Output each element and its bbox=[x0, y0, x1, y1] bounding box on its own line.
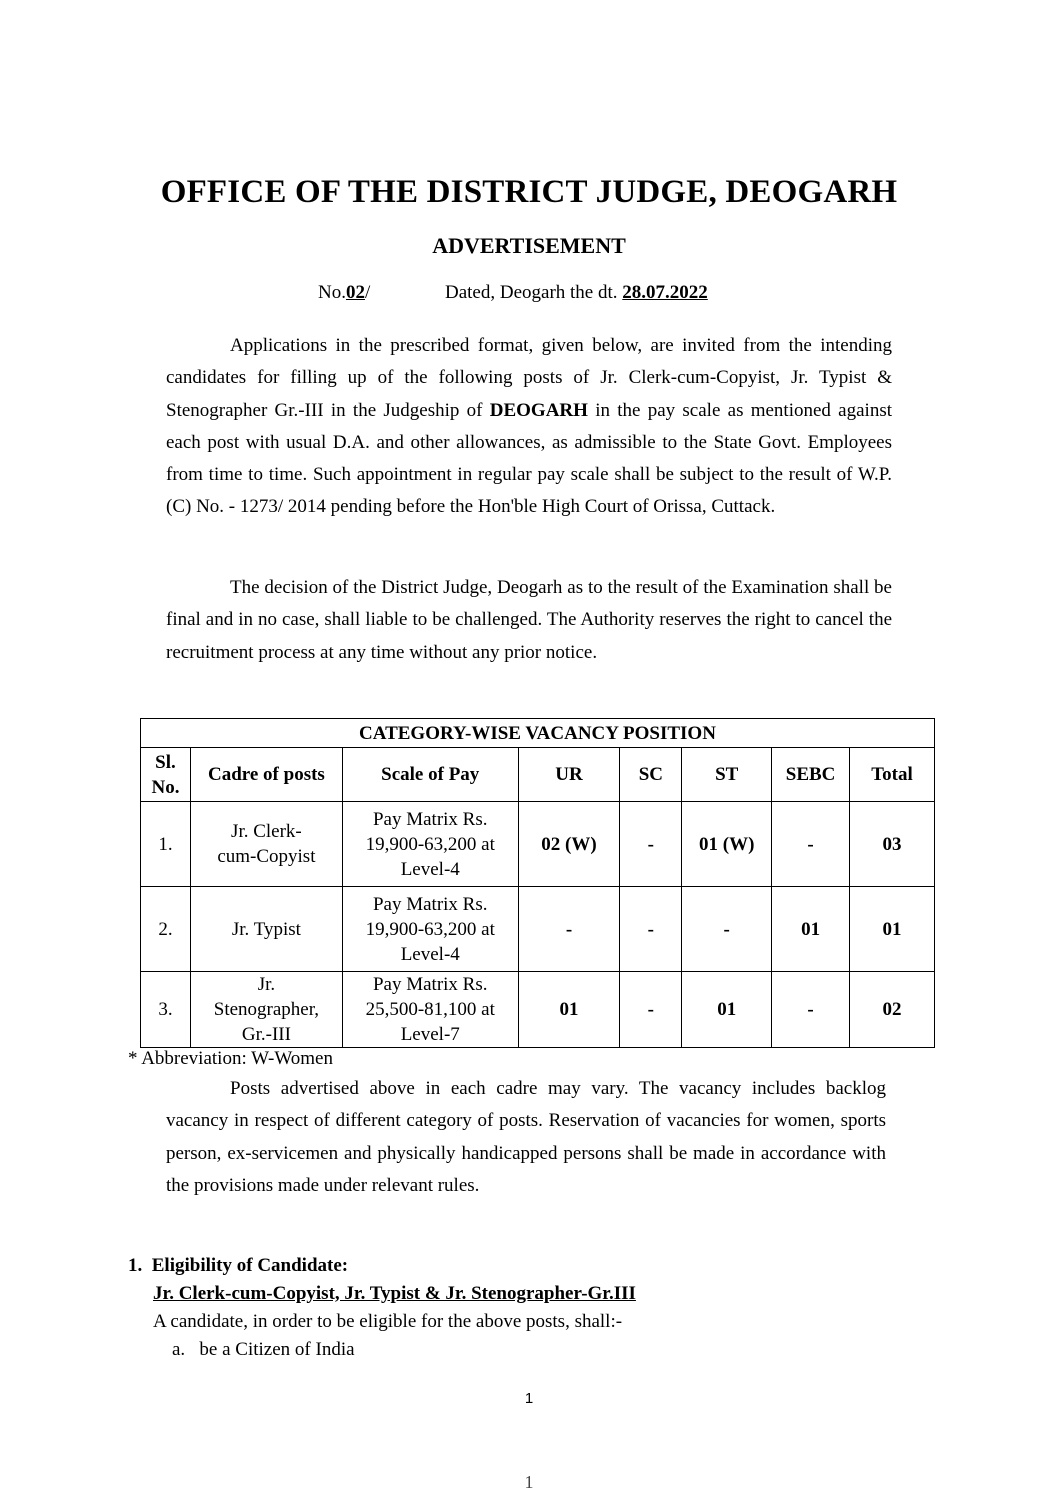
table-row: 1. Jr. Clerk-cum-Copyist Pay Matrix Rs. 19,900-63,200 at Level-4 02 (W) - 01 (W) - 03 bbox=[141, 802, 935, 887]
reference-number: No.02/ bbox=[318, 282, 371, 303]
eligibility-item-a: a. be a Citizen of India bbox=[172, 1339, 355, 1360]
posts-note-paragraph: Posts advertised above in each cadre may vary. The vacancy includes backlog vacancy in respect of different category of posts. Reservation of vacancies for women, sports person, ex-servicemen and physically handicapped persons shall be made in accordance with the provisions made under relevant rules. bbox=[166, 1078, 886, 1197]
page-number-footer: 1 bbox=[524, 1472, 534, 1492]
header-sebc: SEBC bbox=[772, 748, 850, 802]
eligibility-heading: 1. Eligibility of Candidate: bbox=[128, 1255, 349, 1276]
abbreviation-note: * Abbreviation: W-Women bbox=[128, 1048, 333, 1069]
header-total: Total bbox=[850, 748, 935, 802]
table-row: 3. Jr. Stenographer, Gr.-III Pay Matrix Rs. 25,500-81,100 at Level-7 01 - 01 - 02 bbox=[141, 972, 935, 1048]
vacancy-table bbox=[140, 718, 935, 1048]
page-number: 1 bbox=[524, 1390, 534, 1407]
date-value: 28.07.2022 bbox=[622, 282, 708, 303]
dated-line: Dated, Deogarh the dt. 28.07.2022 bbox=[445, 282, 708, 303]
header-ur: UR bbox=[518, 748, 620, 802]
table-caption: CATEGORY-WISE VACANCY POSITION bbox=[141, 719, 935, 748]
judgeship-name: DEOGARH bbox=[489, 399, 588, 421]
advertisement-heading: ADVERTISEMENT bbox=[432, 233, 626, 258]
intro-paragraph-1: Applications in the prescribed format, given below, are invited from the intending candidates for filling up of the following posts of Jr. Clerk-cum-Copyist, Jr. Typist & Stenographer Gr.-III in the Judgeship of DEOGARH in the pay scale as mentioned against each post with usual D.A. and other allowances, as admissible to the State Govt. Employees from time to time. Such appointment in regular pay scale shall be subject to the result of W.P.(C) No. - 1273/ 2014 pending before the Hon'ble High Court of Orissa, Cuttack. bbox=[166, 335, 893, 518]
header-sc: SC bbox=[620, 748, 682, 802]
ref-number-value: 02 bbox=[345, 282, 365, 303]
eligibility-subheading: Jr. Clerk-cum-Copyist, Jr. Typist & Jr. Stenographer-Gr.III bbox=[153, 1283, 636, 1304]
intro-paragraph-2: The decision of the District Judge, Deogarh as to the result of the Examination shall be final and in no case, shall liable to be challenged. The Authority reserves the right to cancel the recruitment process at any time without any prior notice. bbox=[166, 577, 892, 663]
eligibility-lead: A candidate, in order to be eligible for the above posts, shall:- bbox=[153, 1311, 623, 1332]
header-sl-no: Sl. No. bbox=[141, 748, 191, 802]
header-scale: Scale of Pay bbox=[342, 748, 518, 802]
header-st: ST bbox=[682, 748, 772, 802]
header-cadre: Cadre of posts bbox=[190, 748, 342, 802]
office-title: OFFICE OF THE DISTRICT JUDGE, DEOGARH bbox=[160, 174, 898, 210]
table-row: 2. Jr. Typist Pay Matrix Rs. 19,900-63,200 at Level-4 - - - 01 01 bbox=[141, 887, 935, 972]
